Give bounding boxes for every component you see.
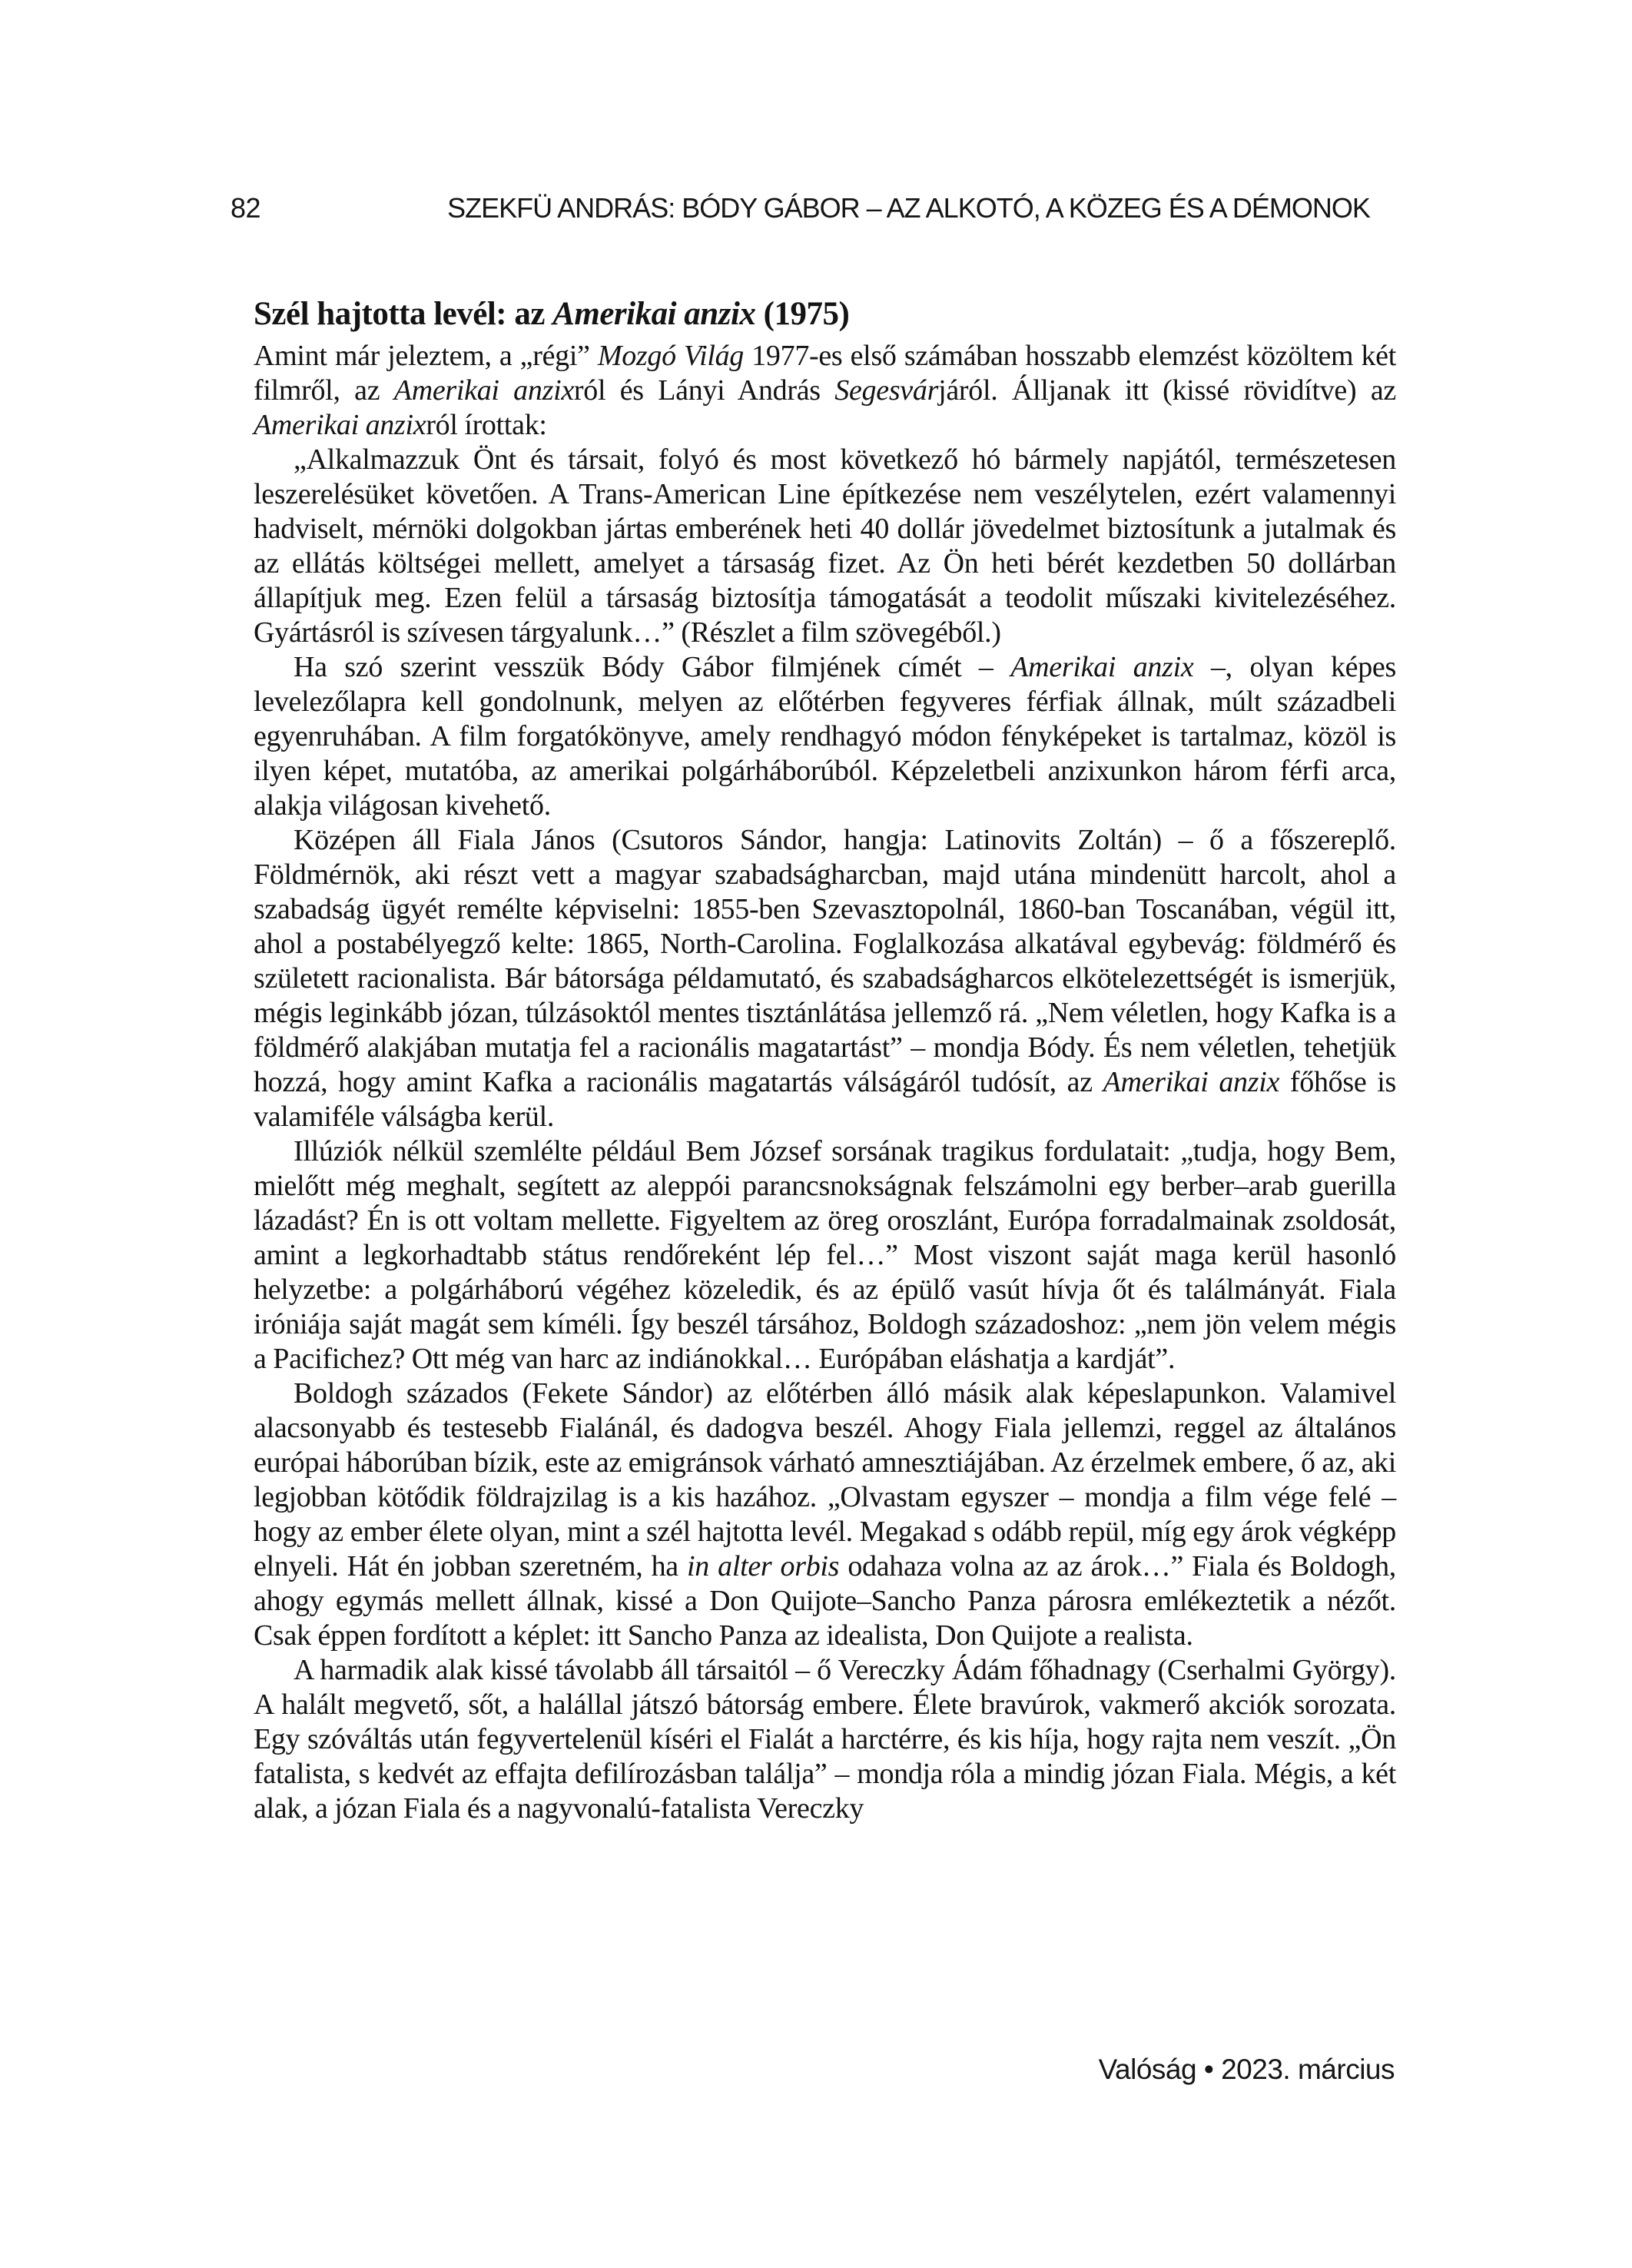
text-run: „Alkalmazzuk Önt és társait, folyó és most következő hó bármely napjától, természetesen leszerelésüket követően. A Trans-American Line építkezése nem veszélytelen, ezért valamennyi hadviselt, mérnöki dolgokban jártas emberének heti 40 dollár jövedelmet biztosítunk a jutalmak és az ellátás költségei mellett, amelyet a társaság fizet. Az Ön heti bérét kezdetben 50 dollárban állapítjuk meg. Ezen felül a társaság biztosítja támogatását a teodolit műszaki kivitelezéséhez. Gyártásról is szívesen tárgyalunk…” (Részlet a film szövegéből.) [254, 443, 1396, 649]
section-heading [254, 294, 1396, 334]
text-run: Szél hajtotta levél: az [254, 296, 553, 332]
text-run: Segesvár [834, 374, 939, 407]
text-run: Boldogh százados (Fekete Sándor) az előtérben álló másik alak képeslapunkon. Valamivel alacsonyabb és testesebb Fialánál, és dadogva beszél. Ahogy Fiala jellemzi, reggel az általános európai háborúban bízik, este az emigránsok várható amnesztiájában. Az érzelmek embere, ő az, aki legjobban kötődik földrajzilag is a kis hazához. „Olvastam egyszer – mondja a film vége felé – hogy az ember élete olyan, mint a szél hajtotta levél. Megakad s odább repül, míg egy árok végképp elnyeli. Hát én jobban szeretném, ha [254, 1377, 1396, 1582]
text-run: odahaza volna az az árok…” Fiala és Boldogh, ahogy egymás mellett állnak, kissé a Don Quijote–Sancho Panza párosra emlékeztetik a nézőt. Csak éppen fordított a képlet: itt Sancho Panza az idealista, Don Quijote a realista. [254, 1550, 1396, 1652]
text-run: in alter orbis [687, 1550, 840, 1582]
text-run: főhőse is valamiféle válságba kerül. [254, 1066, 1397, 1133]
running-header [231, 192, 1402, 224]
paragraph [254, 339, 1396, 443]
text-run: ról és Lányi András [573, 374, 835, 407]
running-title: SZEKFÜ ANDRÁS: BÓDY GÁBOR – AZ ALKOTÓ, A KÖZEG ÉS A DÉMONOK [447, 192, 1370, 224]
paragraphs-container [254, 339, 1396, 1826]
text-run: Ha szó szerint vesszük Bódy Gábor filmjének címét – [294, 651, 1011, 683]
text-run: Középen áll Fiala János (Csutoros Sándor, hangja: Latinovits Zoltán) – ő a főszereplő. Földmérnök, aki részt vett a magyar szabadságharcban, majd utána mindenütt harcolt, ahol a szabadság ügyét remélte képviselni: 1855-ben Szevasztopolnál, 1860-ban Toscanában, végül itt, ahol a postabélyegző kelte: 1865, North-Carolina. Foglalkozása alkatával egybevág: földmérő és született racionalista. Bár bátorsága példamutató, és szabadságharcos elkötelezettségét is ismerjük, mégis leginkább józan, túlzásoktól mentes tisztánlátása jellemző rá. „Nem véletlen, hogy Kafka is a földmérő alakjában mutatja fel a racionális magatartást” – mondja Bódy. És nem véletlen, tehetjük hozzá, hogy amint Kafka a racionális magatartás válságáról tudósít, az [254, 824, 1396, 1098]
page-footer [254, 2054, 1395, 2086]
text-run: Mozgó Világ [597, 340, 745, 372]
text-run: (1975) [755, 296, 850, 332]
text-run: ról írottak: [426, 409, 547, 441]
paragraph [254, 1134, 1396, 1376]
journal-footer-text: Valóság • 2023. március [1098, 2054, 1395, 2085]
paragraph [254, 823, 1396, 1134]
text-run: Amerikai anzix [552, 296, 756, 332]
text-run: Amerikai anzix [1010, 651, 1194, 683]
text-run: 1977-es első számában hosszabb elemzést közöltem két filmről, az [254, 340, 1396, 407]
text-run: járól. Álljanak itt (kissé rövidítve) az [938, 374, 1396, 407]
text-run: Illúziók nélkül szemlélte például Bem József sorsának tragikus fordulatait: „tudja, hogy Bem, mielőtt még meghalt, segített az aleppói parancsnokságnak felszámolni egy berber–arab guerilla lázadást? Én is ott voltam mellette. Figyeltem az öreg oroszlánt, Európa forradalmainak zsoldosát, amint a legkorhadtabb státus rendőreként lép fel…” Most viszont saját maga kerül hasonló helyzetbe: a polgárháború végéhez közeledik, és az épülő vasút hívja őt és találmányát. Fiala iróniája saját magát sem kíméli. Így beszél társához, Boldogh századoshoz: „nem jön velem mégis a Pacifichez? Ott még van harc az indiánokkal… Európában eláshatja a kardját”. [254, 1135, 1396, 1375]
text-run: Amerikai anzix [1103, 1066, 1280, 1098]
article-body [254, 294, 1396, 1826]
text-run: Amint már jeleztem, a „régi” [254, 340, 598, 372]
text-run: A harmadik alak kissé távolabb áll társaitól – ő Vereczky Ádám főhadnagy (Cserhalmi György). A halált megvető, sőt, a halállal játszó bátorság embere. Élete bravúrok, vakmerő akciók sorozata. Egy szóváltás után fegyvertelenül kíséri el Fialát a harctérre, és kis híja, hogy rajta nem veszít. „Ön fatalista, s kedvét az effajta defilírozásban találja” – mondja róla a mindig józan Fiala. Mégis, a két alak, a józan Fiala és a nagyvonalú-fatalista Vereczky [254, 1654, 1396, 1825]
paragraph [254, 1653, 1396, 1826]
text-run: Amerikai anzix [254, 409, 426, 441]
text-run: Amerikai anzix [393, 374, 574, 407]
paragraph [254, 443, 1396, 650]
paragraph [254, 1376, 1396, 1653]
paragraph [254, 650, 1396, 823]
text-run: –, olyan képes levelezőlapra kell gondolnunk, melyen az előtérben fegyveres férfiak állnak, múlt századbeli egyenruhában. A film forgatókönyve, amely rendhagyó módon fényképeket is tartalmaz, közöl is ilyen képet, mutatóba, az amerikai polgárháborúból. Képzeletbeli anzixunkon három férfi arca, alakja világosan kivehető. [254, 651, 1396, 822]
page-number: 82 [231, 192, 261, 224]
